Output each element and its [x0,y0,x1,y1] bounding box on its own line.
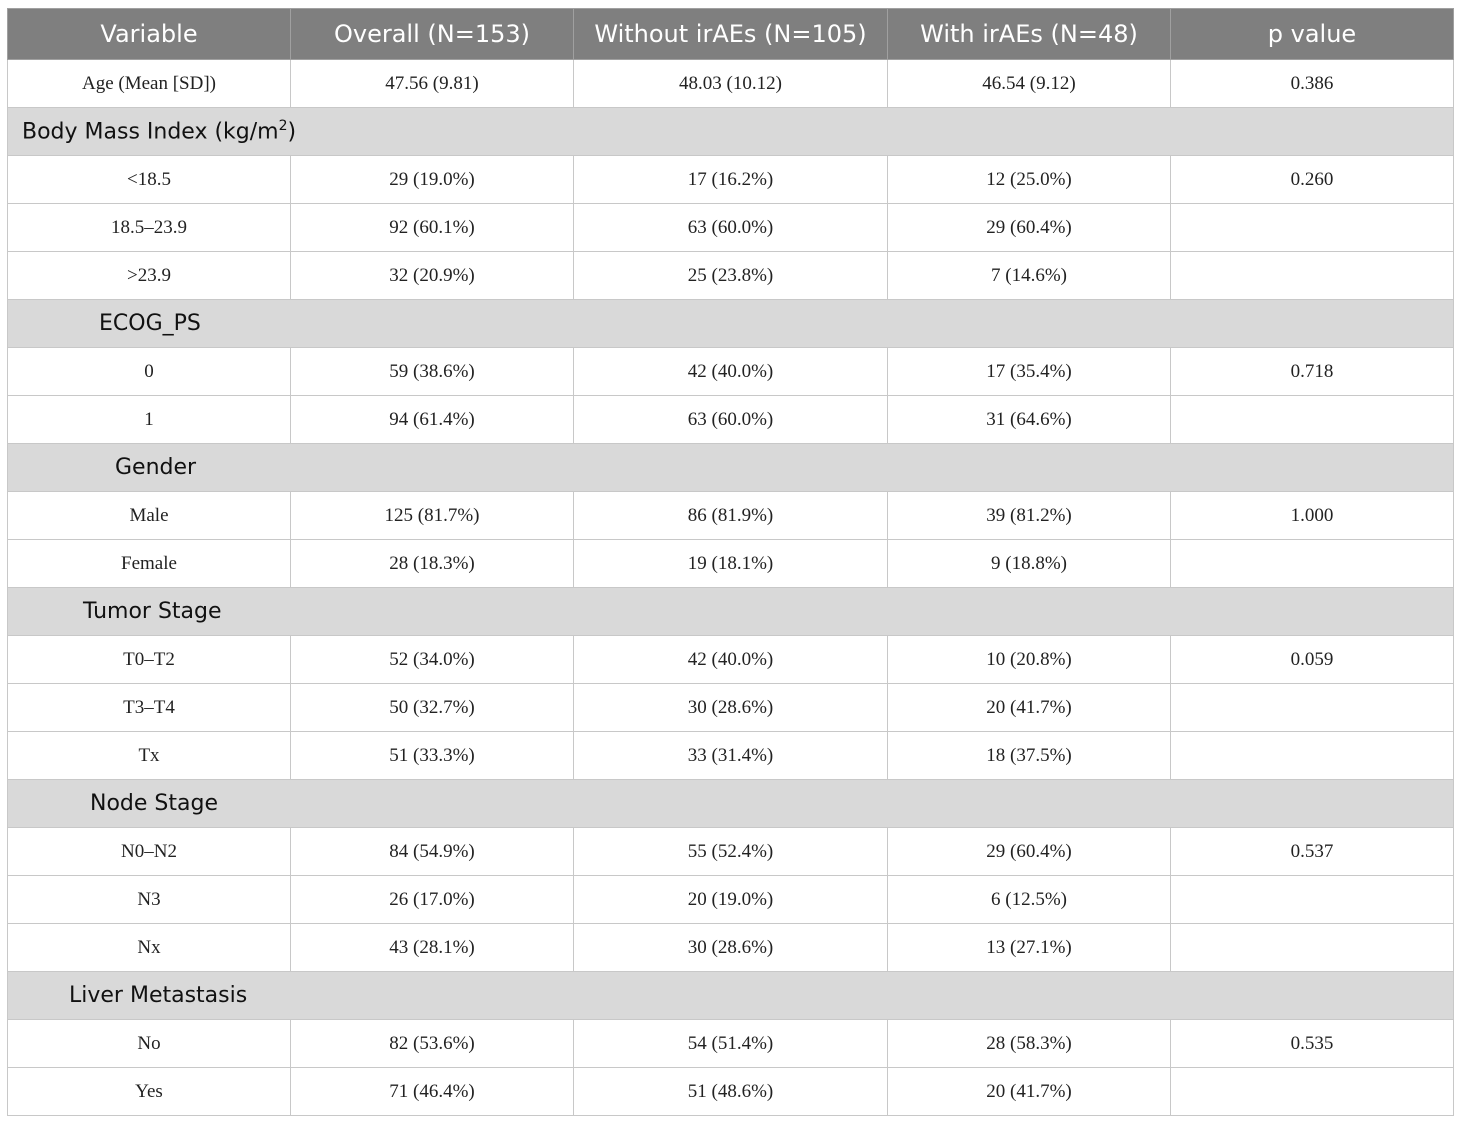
cell-with-iraes: 28 (58.3%) [888,1020,1171,1068]
cell-p-value [1171,396,1454,444]
cell-with-iraes: 46.54 (9.12) [888,60,1171,108]
cell-variable: Male [8,492,291,540]
cell-with-iraes: 20 (41.7%) [888,1068,1171,1116]
cell-variable: T3–T4 [8,684,291,732]
cell-with-iraes: 29 (60.4%) [888,204,1171,252]
cell-overall: 43 (28.1%) [291,924,574,972]
cell-overall: 47.56 (9.81) [291,60,574,108]
cell-p-value: 0.386 [1171,60,1454,108]
group-title-text: Liver Metastasis [69,983,248,1008]
cell-without-iraes: 48.03 (10.12) [574,60,888,108]
group-title [8,780,1454,828]
cell-variable: Age (Mean [SD]) [8,60,291,108]
cell-without-iraes: 51 (48.6%) [574,1068,888,1116]
group-header-row [8,780,1454,828]
cell-with-iraes: 17 (35.4%) [888,348,1171,396]
cell-with-iraes: 18 (37.5%) [888,732,1171,780]
table-row [8,396,1454,444]
cell-without-iraes: 42 (40.0%) [574,636,888,684]
cell-p-value [1171,684,1454,732]
group-title-text: Gender [115,455,197,480]
table-row [8,876,1454,924]
cell-without-iraes: 30 (28.6%) [574,684,888,732]
table-row [8,1020,1454,1068]
cell-overall: 82 (53.6%) [291,1020,574,1068]
header-with-iraes: With irAEs (N=48) [888,9,1171,60]
cell-p-value: 0.535 [1171,1020,1454,1068]
cell-p-value [1171,924,1454,972]
group-title-text: Node Stage [90,791,218,816]
cell-without-iraes: 25 (23.8%) [574,252,888,300]
table-row [8,156,1454,204]
cell-with-iraes: 10 (20.8%) [888,636,1171,684]
cell-without-iraes: 30 (28.6%) [574,924,888,972]
cell-variable: No [8,1020,291,1068]
cell-with-iraes: 7 (14.6%) [888,252,1171,300]
cell-with-iraes: 13 (27.1%) [888,924,1171,972]
header-overall: Overall (N=153) [291,9,574,60]
table-row [8,732,1454,780]
cell-p-value [1171,204,1454,252]
cell-variable: N0–N2 [8,828,291,876]
table-row [8,252,1454,300]
cell-overall: 32 (20.9%) [291,252,574,300]
cell-overall: 52 (34.0%) [291,636,574,684]
table-row [8,636,1454,684]
baseline-characteristics-table [7,8,1454,1116]
cell-p-value: 0.260 [1171,156,1454,204]
cell-without-iraes: 63 (60.0%) [574,396,888,444]
cell-variable: 18.5–23.9 [8,204,291,252]
cell-variable: <18.5 [8,156,291,204]
cell-variable: >23.9 [8,252,291,300]
cell-p-value [1171,876,1454,924]
table-row [8,924,1454,972]
cell-with-iraes: 20 (41.7%) [888,684,1171,732]
cell-overall: 92 (60.1%) [291,204,574,252]
cell-overall: 84 (54.9%) [291,828,574,876]
cell-without-iraes: 20 (19.0%) [574,876,888,924]
cell-overall: 71 (46.4%) [291,1068,574,1116]
cell-variable: Nx [8,924,291,972]
cell-p-value: 0.537 [1171,828,1454,876]
cell-p-value: 1.000 [1171,492,1454,540]
group-title [8,972,1454,1020]
cell-without-iraes: 19 (18.1%) [574,540,888,588]
cell-with-iraes: 9 (18.8%) [888,540,1171,588]
cell-without-iraes: 33 (31.4%) [574,732,888,780]
cell-with-iraes: 39 (81.2%) [888,492,1171,540]
cell-without-iraes: 42 (40.0%) [574,348,888,396]
cell-overall: 28 (18.3%) [291,540,574,588]
cell-without-iraes: 54 (51.4%) [574,1020,888,1068]
cell-p-value: 0.718 [1171,348,1454,396]
cell-with-iraes: 29 (60.4%) [888,828,1171,876]
table-row [8,540,1454,588]
group-title-text: Body Mass Index (kg/m [22,119,279,145]
cell-with-iraes: 31 (64.6%) [888,396,1171,444]
cell-without-iraes: 63 (60.0%) [574,204,888,252]
cell-overall: 29 (19.0%) [291,156,574,204]
group-header-row [8,108,1454,156]
table-row [8,60,1454,108]
group-title [8,588,1454,636]
cell-variable: Yes [8,1068,291,1116]
cell-without-iraes: 55 (52.4%) [574,828,888,876]
table-row [8,684,1454,732]
group-header-row [8,444,1454,492]
table-body [8,60,1454,1116]
table-row [8,492,1454,540]
cell-overall: 125 (81.7%) [291,492,574,540]
table-row [8,204,1454,252]
header-variable: Variable [8,9,291,60]
cell-variable: Tx [8,732,291,780]
header-row [8,9,1454,60]
cell-p-value [1171,1068,1454,1116]
header-p-value: p value [1171,9,1454,60]
cell-variable: T0–T2 [8,636,291,684]
cell-p-value [1171,732,1454,780]
cell-overall: 94 (61.4%) [291,396,574,444]
cell-p-value [1171,252,1454,300]
cell-overall: 50 (32.7%) [291,684,574,732]
cell-overall: 26 (17.0%) [291,876,574,924]
table-row [8,1068,1454,1116]
group-header-row [8,300,1454,348]
cell-variable: 0 [8,348,291,396]
group-title-end: ) [287,119,297,145]
cell-overall: 51 (33.3%) [291,732,574,780]
table-row [8,828,1454,876]
group-title [8,444,1454,492]
cell-overall: 59 (38.6%) [291,348,574,396]
table-row [8,348,1454,396]
group-title-text: Tumor Stage [83,599,222,624]
group-title [8,108,1454,156]
cell-without-iraes: 86 (81.9%) [574,492,888,540]
cell-without-iraes: 17 (16.2%) [574,156,888,204]
group-header-row [8,588,1454,636]
group-title-text: ECOG_PS [99,311,201,336]
group-title [8,300,1454,348]
group-title-superscript: 2 [278,118,288,135]
cell-with-iraes: 12 (25.0%) [888,156,1171,204]
cell-variable: 1 [8,396,291,444]
cell-with-iraes: 6 (12.5%) [888,876,1171,924]
group-header-row [8,972,1454,1020]
cell-p-value: 0.059 [1171,636,1454,684]
header-without-iraes: Without irAEs (N=105) [574,9,888,60]
cell-p-value [1171,540,1454,588]
cell-variable: N3 [8,876,291,924]
cell-variable: Female [8,540,291,588]
